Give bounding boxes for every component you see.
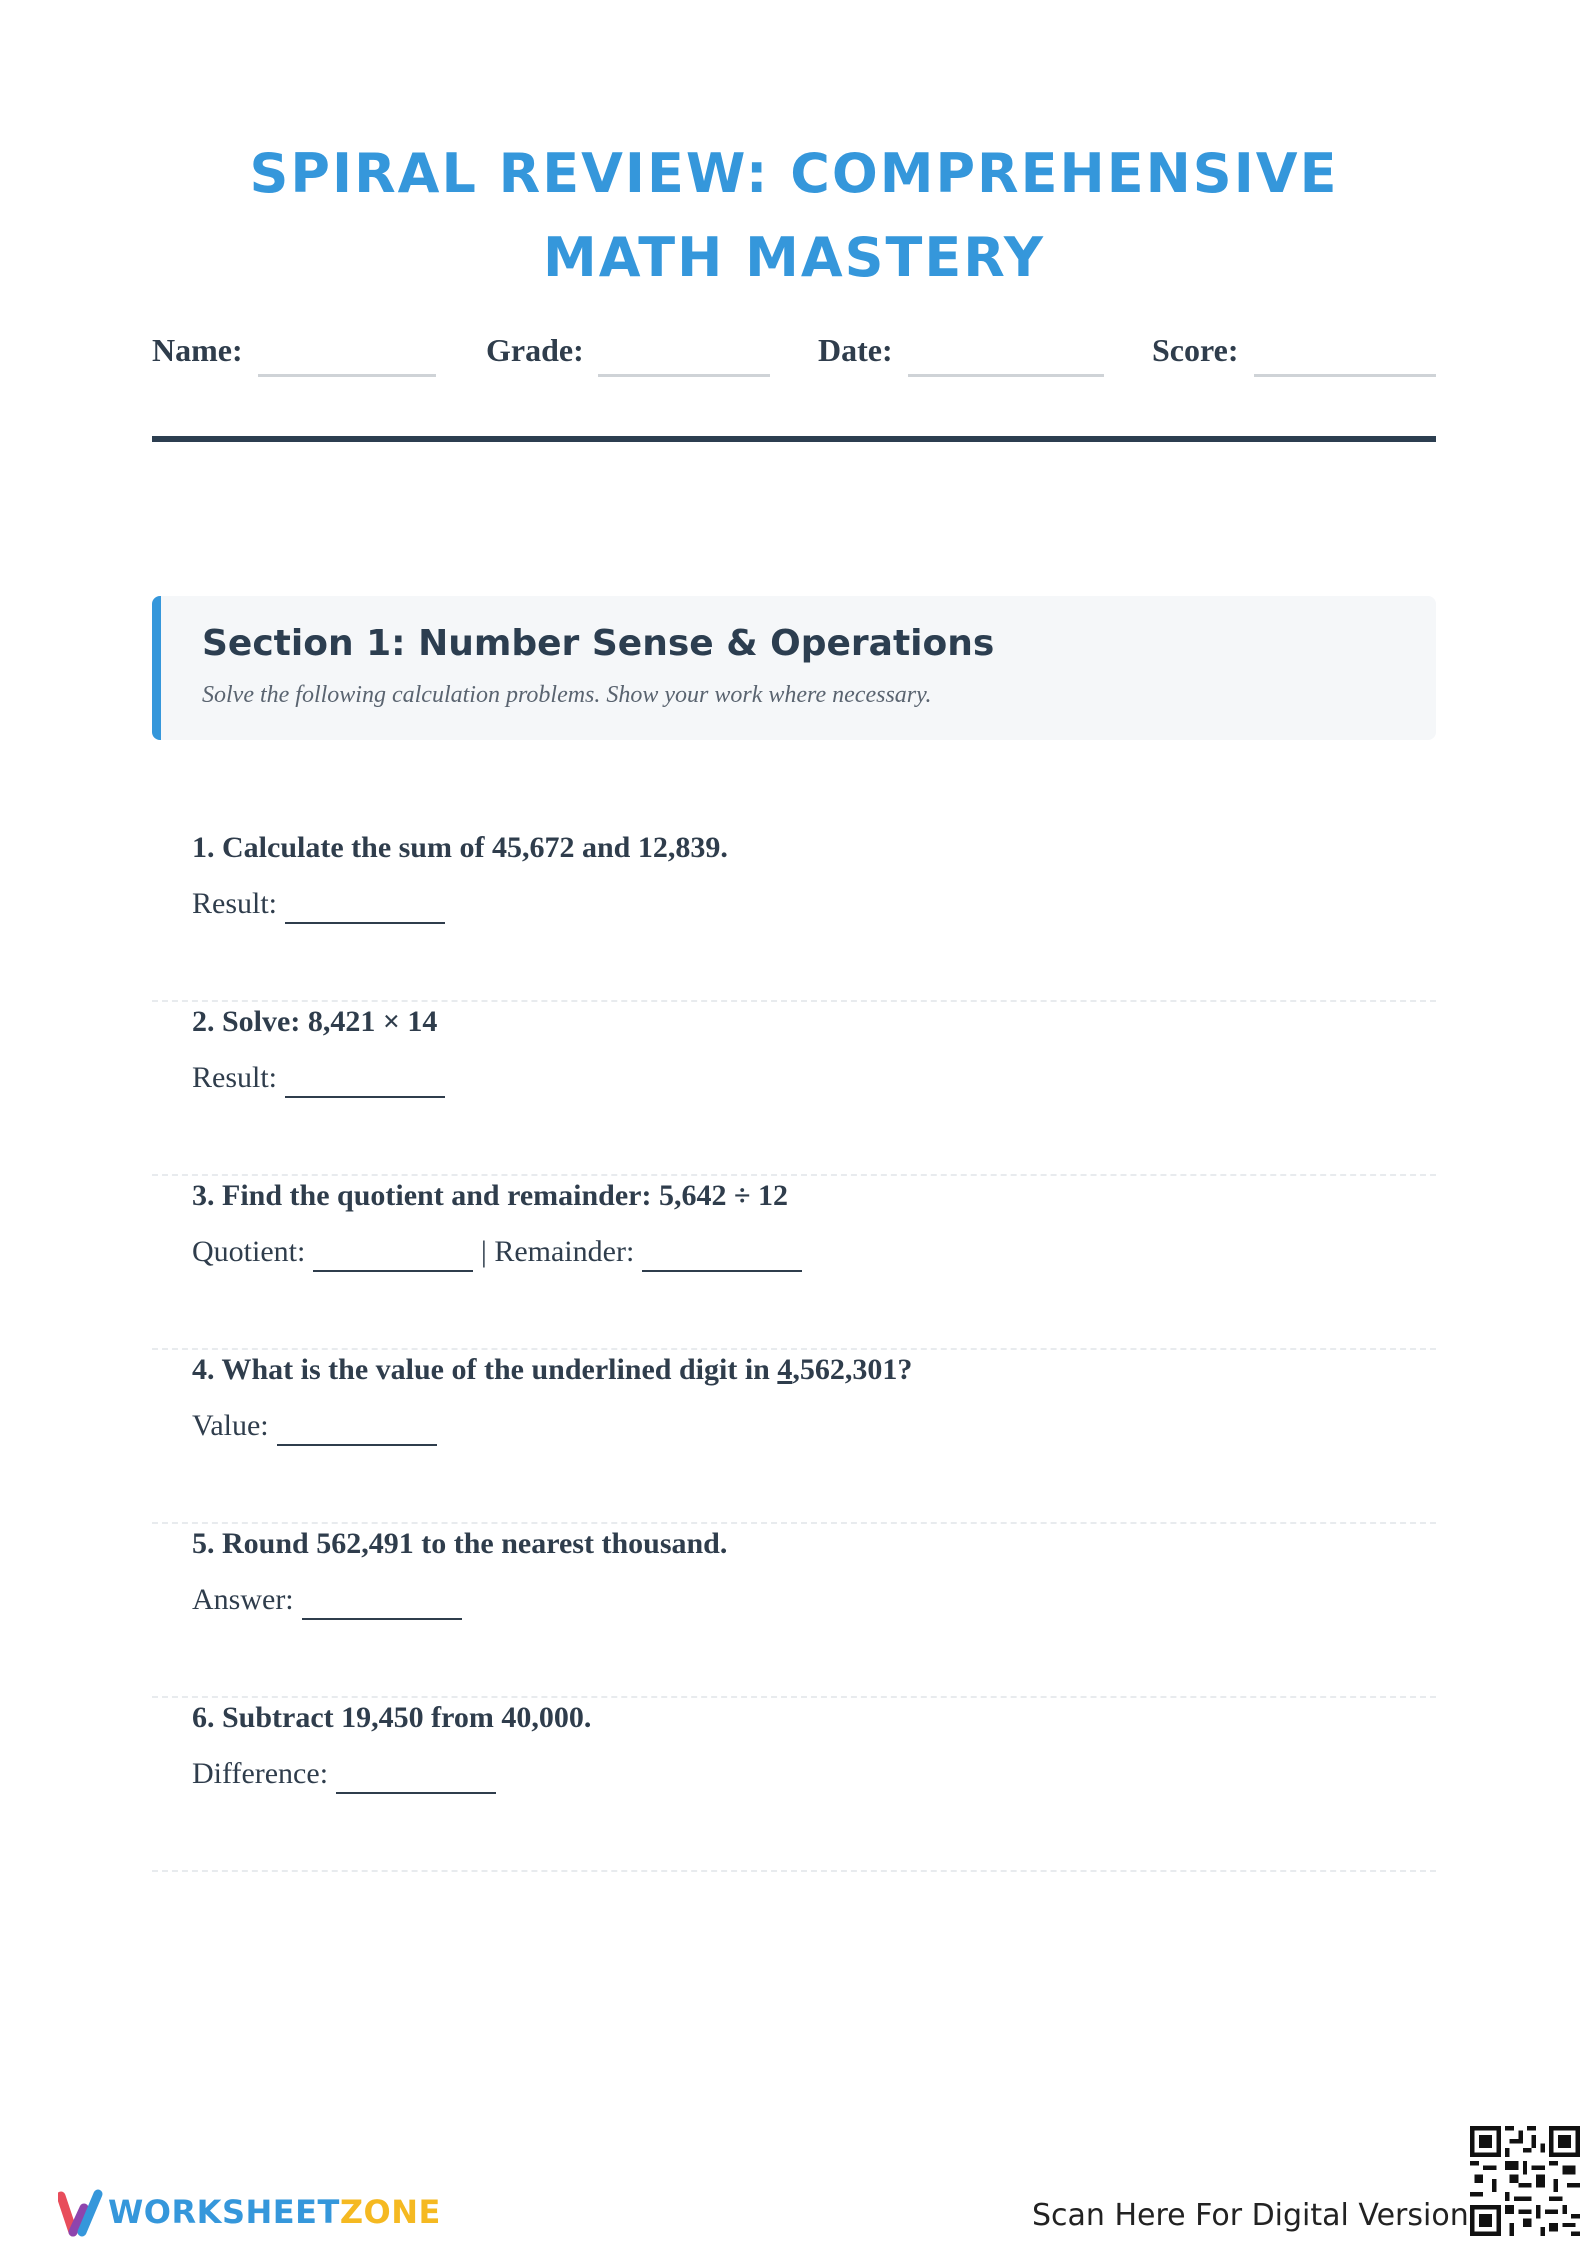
grade-field[interactable] — [598, 374, 770, 377]
name-field[interactable] — [258, 374, 436, 377]
page-title: SPIRAL REVIEW: COMPREHENSIVE MATH MASTERY — [249, 142, 1339, 289]
answer-blank[interactable] — [302, 1588, 462, 1620]
score-field[interactable] — [1254, 374, 1436, 377]
question-text: 1. Calculate the sum of 45,672 and 12,839. — [192, 831, 728, 864]
question-text: 3. Find the quotient and remainder: 5,642 ÷ 12 — [192, 1179, 788, 1212]
question-2 — [152, 1002, 1436, 1176]
remainder-label: | Remainder: — [480, 1235, 635, 1268]
question-6 — [152, 1698, 1436, 1872]
header-divider — [152, 436, 1436, 442]
question-text: 6. Subtract 19,450 from 40,000. — [192, 1701, 592, 1734]
underlined-digit: 4 — [777, 1353, 793, 1386]
question-text: 2. Solve: 8,421 × 14 — [192, 1005, 438, 1038]
question-3 — [152, 1176, 1436, 1350]
answer-row — [192, 1754, 496, 1794]
answer-blank[interactable] — [285, 1066, 445, 1098]
qr-code-icon[interactable] — [1470, 2126, 1580, 2236]
answer-label: Difference: — [192, 1757, 329, 1790]
answer-row — [192, 1580, 462, 1620]
remainder-blank[interactable] — [642, 1240, 802, 1272]
question-4 — [152, 1350, 1436, 1524]
worksheetzone-logo[interactable] — [58, 2180, 441, 2240]
grade-label: Grade: — [486, 332, 584, 368]
answer-label: Result: — [192, 887, 278, 920]
answer-row — [192, 1232, 802, 1272]
question-1 — [152, 828, 1436, 1002]
answer-row — [192, 1406, 437, 1446]
quotient-blank[interactable] — [313, 1240, 473, 1272]
logo-text-zone: ZONE — [339, 2193, 441, 2231]
section-title: Section 1: Number Sense & Operations — [202, 623, 995, 664]
section-header — [152, 596, 1436, 740]
logo-wordmark — [108, 2192, 441, 2232]
date-field[interactable] — [908, 374, 1104, 377]
answer-label: Answer: — [192, 1583, 294, 1616]
student-info-row — [152, 330, 1436, 380]
answer-blank[interactable] — [285, 892, 445, 924]
worksheetzone-logo-icon — [58, 2182, 104, 2240]
name-label: Name: — [152, 332, 243, 368]
date-label: Date: — [818, 332, 893, 368]
answer-label: Result: — [192, 1061, 278, 1094]
answer-blank[interactable] — [277, 1414, 437, 1446]
question-text: 5. Round 562,491 to the nearest thousand. — [192, 1527, 728, 1560]
answer-label: Value: — [192, 1409, 269, 1442]
scan-instruction: Scan Here For Digital Version — [1032, 2198, 1469, 2233]
question-text-suffix: ,562,301? — [792, 1353, 913, 1386]
answer-row — [192, 1058, 445, 1098]
question-text — [192, 1350, 912, 1390]
answer-row — [192, 884, 445, 924]
section-instructions: Solve the following calculation problems. Show your work where necessary. — [202, 682, 932, 708]
score-label: Score: — [1152, 332, 1239, 368]
question-text-prefix: 4. What is the value of the underlined digit in — [192, 1353, 778, 1386]
answer-blank[interactable] — [336, 1762, 496, 1794]
logo-text-worksheet: WORKSHEET — [108, 2193, 340, 2231]
quotient-label: Quotient: — [192, 1235, 306, 1268]
question-5 — [152, 1524, 1436, 1698]
